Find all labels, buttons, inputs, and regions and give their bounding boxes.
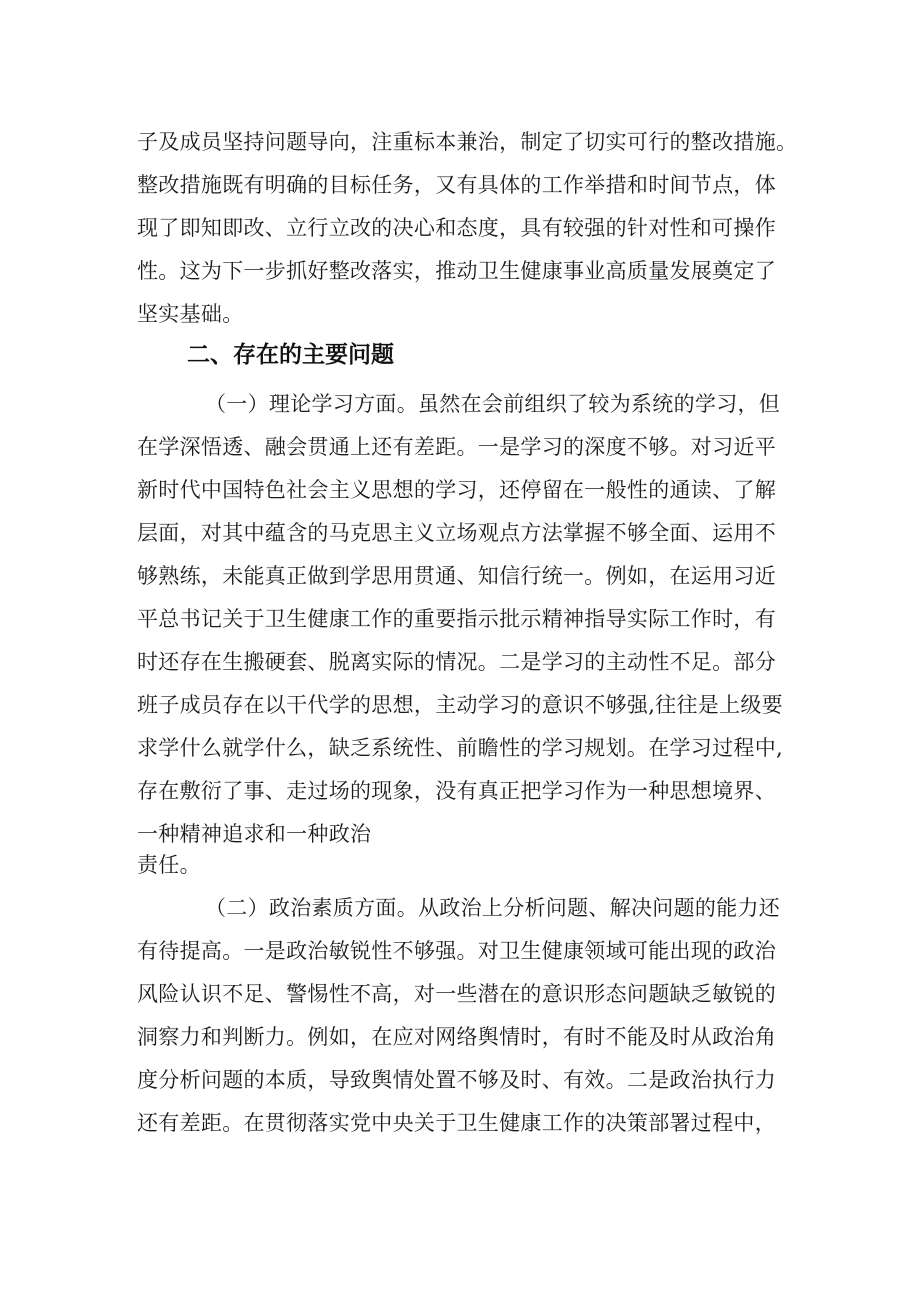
- text-line: 平总书记关于卫生健康工作的重要指示批示精神指导实际工作时，有: [137, 607, 776, 631]
- text-line: 子及成员坚持问题导向，注重标本兼治，制定了切实可行的整改措施。: [137, 130, 798, 154]
- text-line: 还有差距。在贯彻落实党中央关于卫生健康工作的决策部署过程中，: [137, 1111, 776, 1135]
- text-line: 洞察力和判断力。例如，在应对网络舆情时，有时不能及时从政治角: [137, 1025, 776, 1049]
- text-line: 坚实基础。: [137, 302, 244, 326]
- text-line: 在学深悟透、融会贯通上还有差距。一是学习的深度不够。对习近平: [137, 435, 776, 459]
- text-line: 求学什么就学什么，缺乏系统性、前瞻性的学习规划。在学习过程中,: [137, 736, 783, 760]
- text-line: 新时代中国特色社会主义思想的学习，还停留在一般性的通读、了解: [137, 478, 776, 502]
- text-line: 整改措施既有明确的目标任务，又有具体的工作举措和时间节点，体: [137, 173, 776, 197]
- section-heading: 二、存在的主要问题: [187, 342, 394, 368]
- text-line: 层面，对其中蕴含的马克思主义立场观点方法掌握不够全面、运用不: [137, 521, 776, 545]
- text-line: 度分析问题的本质，导致舆情处置不够及时、有效。二是政治执行力: [137, 1068, 776, 1092]
- text-line: 有待提高。一是政治敏锐性不够强。对卫生健康领域可能出现的政治: [137, 939, 776, 963]
- paragraph-first-line: （二）政治素质方面。从政治上分析问题、解决问题的能力还: [205, 896, 781, 920]
- text-line: 性。这为下一步抓好整改落实，推动卫生健康事业高质量发展奠定了: [137, 259, 776, 283]
- text-line: 一种精神追求和一种政治: [137, 822, 372, 846]
- text-line: 责任。: [137, 853, 201, 877]
- paragraph-first-line: （一）理论学习方面。虽然在会前组织了较为系统的学习，但: [205, 392, 781, 416]
- text-line: 班子成员存在以干代学的思想，主动学习的意识不够强,往往是上级要: [137, 693, 783, 717]
- text-line: 时还存在生搬硬套、脱离实际的情况。二是学习的主动性不足。部分: [137, 650, 776, 674]
- text-line: 现了即知即改、立行立改的决心和态度，具有较强的针对性和可操作: [137, 216, 776, 240]
- text-line: 够熟练，未能真正做到学思用贯通、知信行统一。例如，在运用习近: [137, 564, 776, 588]
- text-line: 存在敷衍了事、走过场的现象，没有真正把学习作为一种思想境界、: [137, 779, 776, 803]
- text-line: 风险认识不足、警惕性不高，对一些潜在的意识形态问题缺乏敏锐的: [137, 982, 776, 1006]
